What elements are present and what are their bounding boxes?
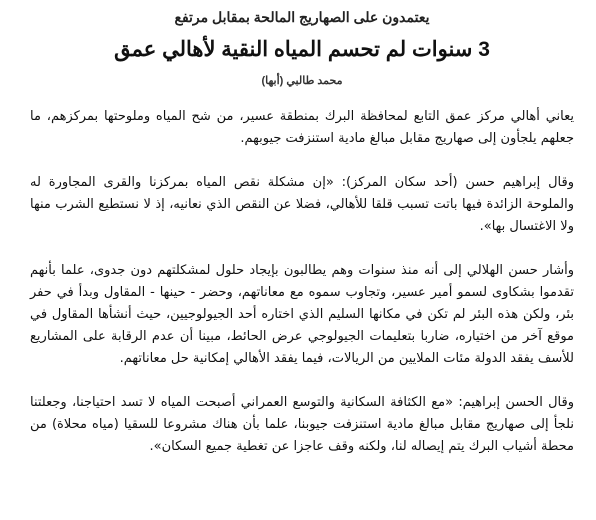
article-body bbox=[30, 106, 574, 458]
article-kicker: يعتمدون على الصهاريج المالحة بمقابل مرتفع bbox=[174, 9, 430, 25]
article-byline: محمد طالبي (أبها) bbox=[261, 75, 343, 87]
article-paragraph-2: وقال إبراهيم حسن (أحد سكان المركز): «إن مشكلة نقص المياه بمركزنا والقرى المجاورة له والملوحة الزائدة فيها باتت تسبب قلقا للأهالي، فضلا عن النقص الذي نعانيه، إذ لا نستطيع الشرب منها ولا الاغتسال بها». bbox=[30, 175, 574, 234]
article-headline: 3 سنوات لم تحسم المياه النقية لأهالي عمق bbox=[114, 38, 490, 61]
article-paragraph-4: وقال الحسن إبراهيم: «مع الكثافة السكانية والتوسع العمراني أصبحت المياه لا تسد احتياجنا، وجعلتنا نلجأ إلى صهاريج مقابل مبالغ مادية استنزفت جيوبنا، علما بأن هناك مشروعا للسقيا (مياه محلاة) من محطة أشياب البرك يتم إيصاله لنا، ولكنه وقف عاجزا عن تغطية جميع السكان». bbox=[30, 395, 574, 454]
article-paragraph-3: وأشار حسن الهلالي إلى أنه منذ سنوات وهم يطالبون بإيجاد حلول لمشكلتهم دون جدوى، علما بأنهم تقدموا بشكاوى لسمو أمير عسير، وتجاوب سموه مع معاناتهم، وحضر - حينها - المقاول وبدأ في حفر بئر، ولكن هذه البئر لم تكن في مكانها السليم الذي اختاره أحد الجيولوجيين، حيث أنشأها المقاول في موقع آخر من اختياره، ضاربا بتعليمات الجيولوجي عرض الحائط، مبينا أن عدم الرقابة على المشاريع للأسف يفقد الدولة مئات الملايين من الريالات، فيما يفقد الأهالي إمكانية حل معاناتهم. bbox=[30, 263, 574, 366]
article-paragraph-1: يعاني أهالي مركز عمق التابع لمحافظة البرك بمنطقة عسير، من شح المياه وملوحتها بمركزهم، ما جعلهم يلجأون إلى صهاريج مقابل مبالغ مادية استنزفت جيوبهم. bbox=[30, 109, 574, 146]
